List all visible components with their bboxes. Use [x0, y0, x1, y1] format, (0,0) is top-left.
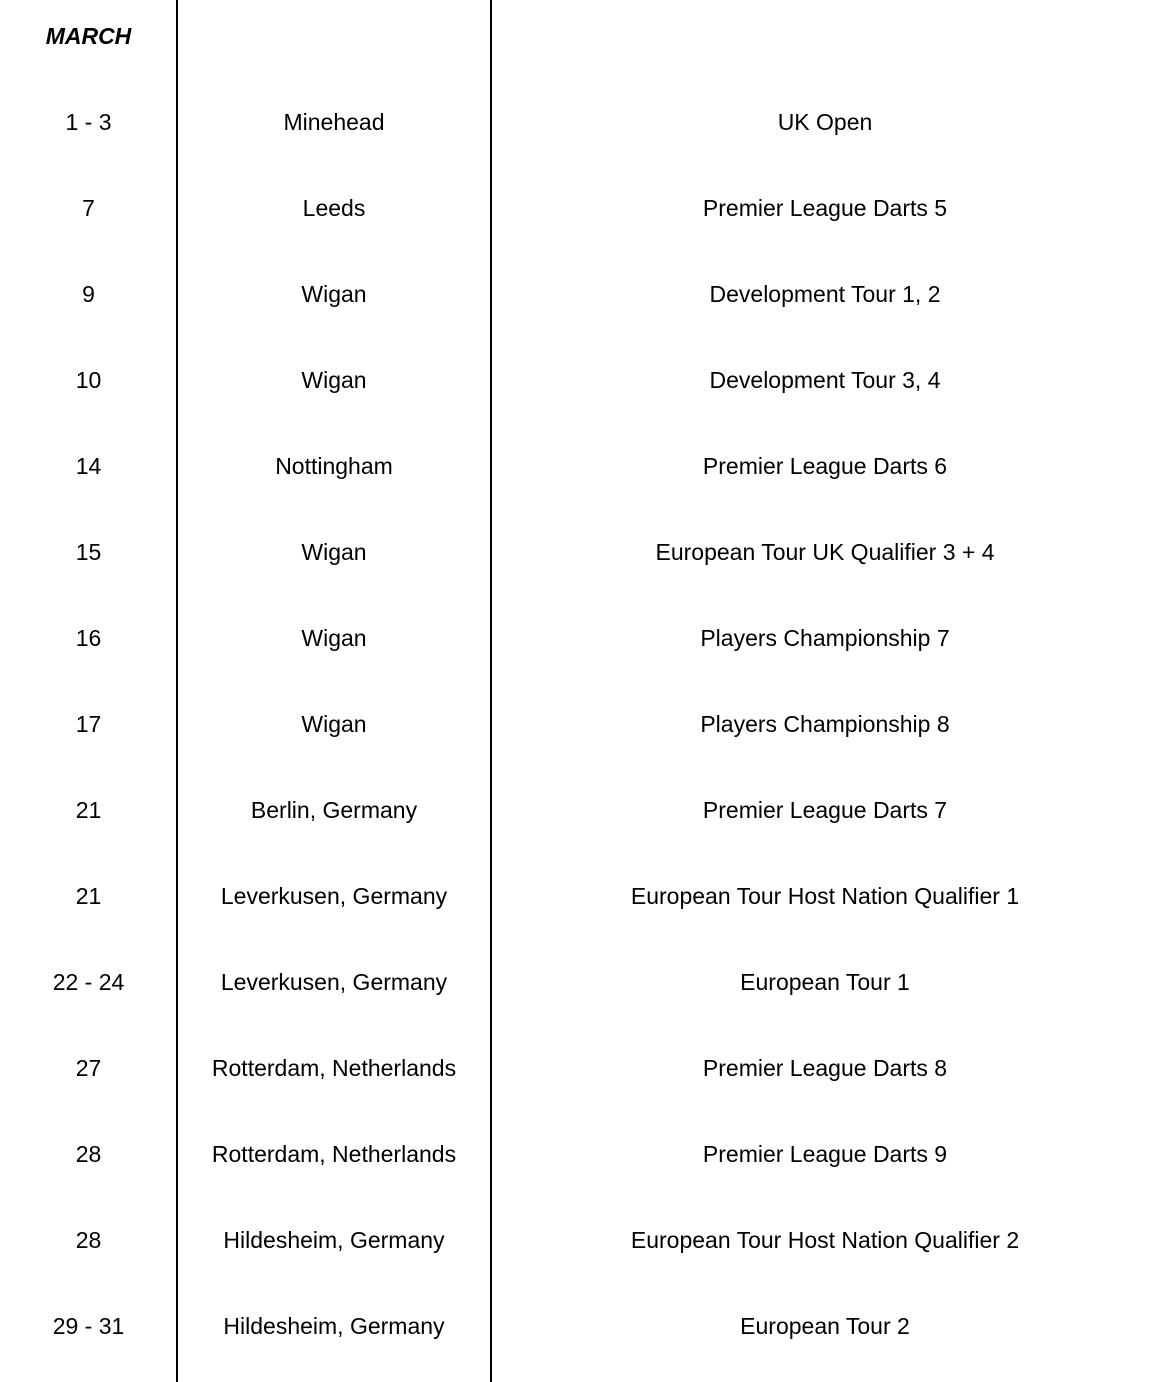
event-date: 17 — [75, 710, 102, 737]
event-venue: Leverkusen, Germany — [220, 882, 448, 909]
event-name: Players Championship 8 — [700, 710, 950, 737]
table-row — [0, 681, 1158, 767]
table-row — [0, 595, 1158, 681]
event-venue: Wigan — [301, 366, 367, 393]
event-name: European Tour UK Qualifier 3 + 4 — [655, 538, 995, 565]
event-date: 29 - 31 — [52, 1312, 125, 1339]
event-date: 21 — [75, 882, 102, 909]
event-venue: Wigan — [301, 624, 367, 651]
event-venue: Wigan — [301, 280, 367, 307]
event-date: 21 — [75, 796, 102, 823]
event-venue: Nottingham — [275, 452, 393, 479]
table-row — [0, 79, 1158, 165]
event-date: 9 — [82, 280, 95, 307]
event-name: UK Open — [777, 108, 873, 135]
table-row — [0, 337, 1158, 423]
event-venue: Minehead — [283, 108, 385, 135]
event-name: Premier League Darts 9 — [702, 1140, 948, 1167]
event-venue: Berlin, Germany — [250, 796, 418, 823]
table-row — [0, 165, 1158, 251]
event-name: European Tour 1 — [740, 968, 910, 995]
event-name: Premier League Darts 8 — [702, 1054, 948, 1081]
event-date: 27 — [75, 1054, 102, 1081]
table-row — [0, 939, 1158, 1025]
event-name: European Tour 2 — [740, 1312, 910, 1339]
event-date: 1 - 3 — [65, 108, 112, 135]
event-date: 16 — [75, 624, 102, 651]
table-row — [0, 509, 1158, 595]
event-name: Players Championship 7 — [700, 624, 950, 651]
event-name: Premier League Darts 6 — [702, 452, 948, 479]
table-row — [0, 1283, 1158, 1369]
event-list — [0, 79, 1158, 1369]
event-name: Development Tour 3, 4 — [709, 366, 941, 393]
event-date: 28 — [75, 1140, 102, 1167]
event-name: Premier League Darts 7 — [702, 796, 948, 823]
event-date: 14 — [75, 452, 102, 479]
table-row — [0, 251, 1158, 337]
event-venue: Hildesheim, Germany — [223, 1312, 445, 1339]
event-venue: Rotterdam, Netherlands — [211, 1054, 457, 1081]
event-name: European Tour Host Nation Qualifier 2 — [630, 1226, 1020, 1253]
event-date: 22 - 24 — [52, 968, 125, 995]
event-name: European Tour Host Nation Qualifier 1 — [630, 882, 1020, 909]
event-venue: Leverkusen, Germany — [220, 968, 448, 995]
event-name: Premier League Darts 5 — [702, 194, 948, 221]
table-row — [0, 1025, 1158, 1111]
table-row — [0, 767, 1158, 853]
event-date: 15 — [75, 538, 102, 565]
event-venue: Hildesheim, Germany — [223, 1226, 445, 1253]
table-row — [0, 423, 1158, 509]
event-name: Development Tour 1, 2 — [709, 280, 941, 307]
table-row — [0, 1197, 1158, 1283]
event-venue: Wigan — [301, 710, 367, 737]
month-heading: MARCH — [45, 22, 132, 49]
event-date: 7 — [82, 194, 95, 221]
event-venue: Leeds — [302, 194, 366, 221]
table-row — [0, 1111, 1158, 1197]
event-venue: Wigan — [301, 538, 367, 565]
event-date: 10 — [75, 366, 102, 393]
table-row — [0, 853, 1158, 939]
event-venue: Rotterdam, Netherlands — [211, 1140, 457, 1167]
event-date: 28 — [75, 1226, 102, 1253]
